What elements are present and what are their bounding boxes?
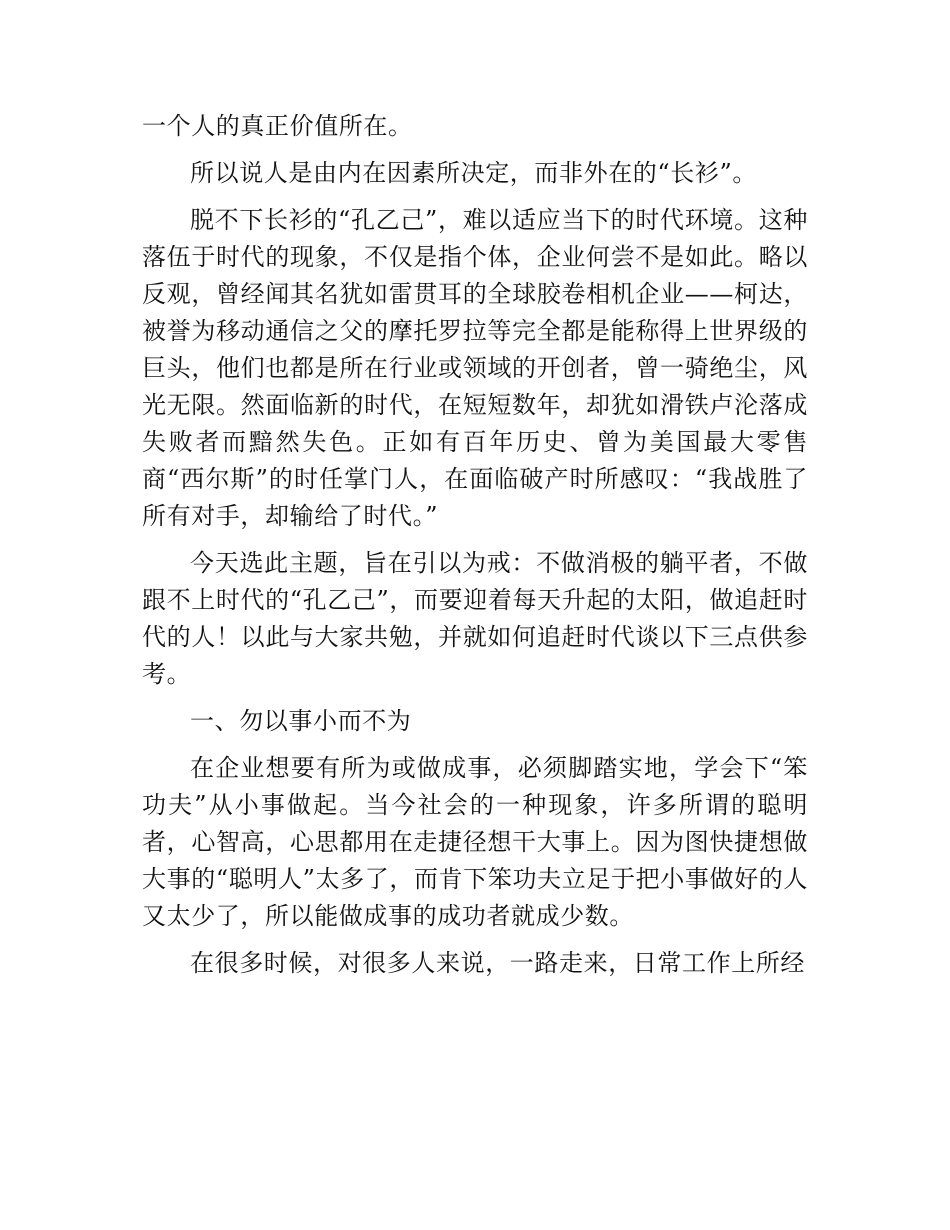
paragraph: 今天选此主题，旨在引以为戒：不做消极的躺平者，不做跟不上时代的“孔乙己”，而要迎着每天升起的太阳，做追赶时代的人！以此与大家共勉，并就如何追赶时代谈以下三点供参考。 — [142, 549, 808, 688]
paragraph: 脱不下长衫的“孔乙己”，难以适应当下的时代环境。这种落伍于时代的现象，不仅是指个体，企业何尝不是如此。略以反观，曾经闻其名犹如雷贯耳的全球胶卷相机企业——柯达，被誉为移动通信之父的摩托罗拉等完全都是能称得上世界级的巨头，他们也都是所在行业或领域的开创者，曾一骑绝尘，风光无限。然面临新的时代，在短短数年，却犹如滑铁卢沦落成失败者而黯然失色。正如有百年历史、曾为美国最大零售商“西尔斯”的时任掌门人，在面临破产时所感叹：“我战胜了所有对手，却输给了时代。” — [142, 206, 808, 530]
document-body — [142, 108, 808, 992]
section-heading: 一、勿以事小而不为 — [190, 707, 412, 735]
paragraph-continuation: 一个人的真正价值所在。 — [142, 112, 413, 140]
paragraph: 在企业想要有所为或做成事，必须脚踏实地，学会下“笨功夫”从小事做起。当今社会的一种现象，许多所谓的聪明者，心智高，心思都用在走捷径想干大事上。因为图快捷想做大事的“聪明人”太多了，而肯下笨功夫立足于把小事做好的人又太少了，所以能做成事的成功者就成少数。 — [142, 754, 808, 930]
paragraph: 所以说人是由内在因素所决定，而非外在的“长衫”。 — [190, 159, 757, 187]
paragraph: 在很多时候，对很多人来说，一路走来，日常工作上所经 — [190, 949, 805, 977]
